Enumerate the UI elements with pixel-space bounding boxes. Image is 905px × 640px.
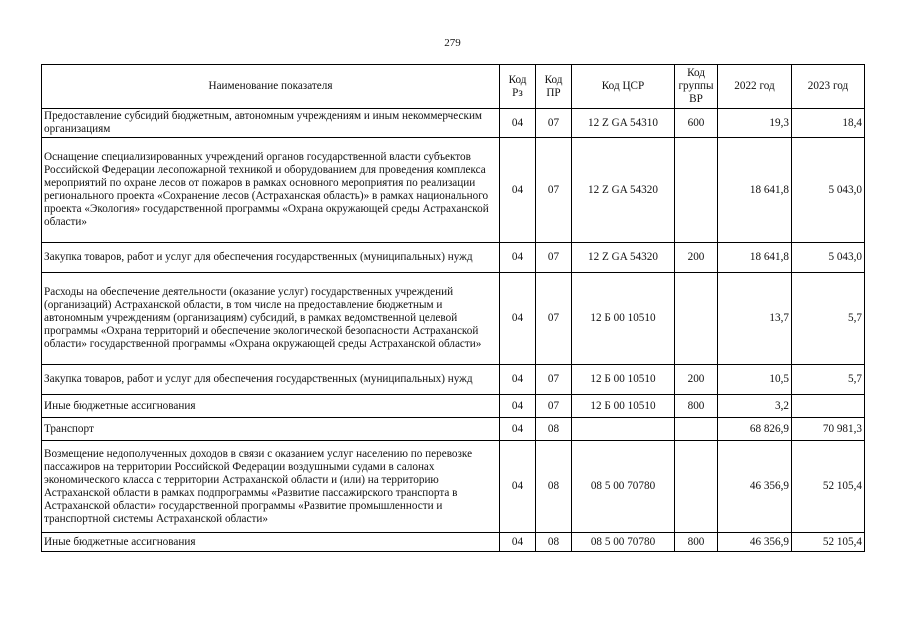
header-vr: Код группы ВР bbox=[675, 65, 718, 109]
budget-table bbox=[41, 64, 865, 552]
row-csr: 12 Z GA 54310 bbox=[572, 109, 675, 138]
row-csr: 08 5 00 70780 bbox=[572, 533, 675, 552]
row-2022: 18 641,8 bbox=[718, 138, 792, 243]
row-rz: 04 bbox=[500, 273, 536, 365]
row-vr: 600 bbox=[675, 109, 718, 138]
row-2022: 10,5 bbox=[718, 365, 792, 395]
row-vr: 200 bbox=[675, 243, 718, 273]
row-pr: 08 bbox=[536, 418, 572, 441]
row-pr: 07 bbox=[536, 395, 572, 418]
row-name: Расходы на обеспечение деятельности (оказание услуг) государственных учреждений (организаций) Астраханской области, в том числе на предоставление бюджетным и автономным учреждениям (организациям) субсидий, в рамках ведомственной целевой программы «Охрана территорий и обеспечение экологической безопасности Астраханской области» государственной программы «Охрана окружающей среды Астраханской области» bbox=[42, 273, 500, 365]
header-rz: Код Рз bbox=[500, 65, 536, 109]
row-csr: 12 Б 00 10510 bbox=[572, 273, 675, 365]
row-rz: 04 bbox=[500, 533, 536, 552]
row-2023: 5 043,0 bbox=[792, 243, 865, 273]
table-row bbox=[42, 109, 865, 138]
row-vr: 200 bbox=[675, 365, 718, 395]
row-vr bbox=[675, 138, 718, 243]
row-csr bbox=[572, 418, 675, 441]
row-vr bbox=[675, 273, 718, 365]
row-2023: 5,7 bbox=[792, 365, 865, 395]
row-2023: 52 105,4 bbox=[792, 533, 865, 552]
row-2022: 18 641,8 bbox=[718, 243, 792, 273]
row-pr: 07 bbox=[536, 109, 572, 138]
row-rz: 04 bbox=[500, 138, 536, 243]
row-2022: 13,7 bbox=[718, 273, 792, 365]
row-pr: 07 bbox=[536, 243, 572, 273]
row-vr: 800 bbox=[675, 533, 718, 552]
row-2023: 5,7 bbox=[792, 273, 865, 365]
header-2023: 2023 год bbox=[792, 65, 865, 109]
row-2022: 46 356,9 bbox=[718, 533, 792, 552]
page-number: 279 bbox=[444, 37, 461, 49]
row-vr bbox=[675, 418, 718, 441]
row-rz: 04 bbox=[500, 395, 536, 418]
table-row bbox=[42, 243, 865, 273]
header-name: Наименование показателя bbox=[42, 65, 500, 109]
table-row bbox=[42, 418, 865, 441]
row-2023: 52 105,4 bbox=[792, 441, 865, 533]
table-row bbox=[42, 533, 865, 552]
table-row bbox=[42, 138, 865, 243]
row-name: Возмещение недополученных доходов в связи с оказанием услуг населению по перевозке пассажиров на территории Российской Федерации воздушными судами в салонах экономического класса с территории Астраханской области и (или) на территорию Астраханской области в рамках подпрограммы «Развитие пассажирского транспорта в Астраханской области» государственной программы «Развитие промышленности и транспортной системы Астраханской области» bbox=[42, 441, 500, 533]
table-row bbox=[42, 365, 865, 395]
table-row bbox=[42, 273, 865, 365]
header-pr: Код ПР bbox=[536, 65, 572, 109]
row-pr: 07 bbox=[536, 365, 572, 395]
row-csr: 12 Z GA 54320 bbox=[572, 243, 675, 273]
row-2022: 68 826,9 bbox=[718, 418, 792, 441]
table-row bbox=[42, 395, 865, 418]
row-csr: 12 Б 00 10510 bbox=[572, 395, 675, 418]
row-2022: 3,2 bbox=[718, 395, 792, 418]
row-csr: 12 Б 00 10510 bbox=[572, 365, 675, 395]
row-2023: 18,4 bbox=[792, 109, 865, 138]
row-pr: 07 bbox=[536, 138, 572, 243]
header-csr: Код ЦСР bbox=[572, 65, 675, 109]
row-name: Закупка товаров, работ и услуг для обеспечения государственных (муниципальных) нужд bbox=[42, 243, 500, 273]
row-name: Транспорт bbox=[42, 418, 500, 441]
row-name: Предоставление субсидий бюджетным, автономным учреждениям и иным некоммерческим организациям bbox=[42, 109, 500, 138]
row-name: Закупка товаров, работ и услуг для обеспечения государственных (муниципальных) нужд bbox=[42, 365, 500, 395]
row-rz: 04 bbox=[500, 109, 536, 138]
row-pr: 07 bbox=[536, 273, 572, 365]
row-2022: 46 356,9 bbox=[718, 441, 792, 533]
row-name: Оснащение специализированных учреждений органов государственной власти субъектов Российской Федерации лесопожарной техникой и оборудованием для проведения комплекса мероприятий по охране лесов от пожаров в рамках основного мероприятия по реализации регионального проекта «Сохранение лесов (Астраханская область)» в рамках национального проекта «Экология» государственной программы «Охрана окружающей среды Астраханской области» bbox=[42, 138, 500, 243]
row-2023 bbox=[792, 395, 865, 418]
row-2023: 70 981,3 bbox=[792, 418, 865, 441]
row-rz: 04 bbox=[500, 418, 536, 441]
header-2022: 2022 год bbox=[718, 65, 792, 109]
row-name: Иные бюджетные ассигнования bbox=[42, 533, 500, 552]
row-pr: 08 bbox=[536, 533, 572, 552]
row-rz: 04 bbox=[500, 441, 536, 533]
row-2023: 5 043,0 bbox=[792, 138, 865, 243]
row-csr: 12 Z GA 54320 bbox=[572, 138, 675, 243]
row-vr: 800 bbox=[675, 395, 718, 418]
row-rz: 04 bbox=[500, 243, 536, 273]
row-rz: 04 bbox=[500, 365, 536, 395]
row-csr: 08 5 00 70780 bbox=[572, 441, 675, 533]
table-row bbox=[42, 441, 865, 533]
row-pr: 08 bbox=[536, 441, 572, 533]
row-2022: 19,3 bbox=[718, 109, 792, 138]
row-name: Иные бюджетные ассигнования bbox=[42, 395, 500, 418]
row-vr bbox=[675, 441, 718, 533]
table-header-row bbox=[42, 65, 865, 109]
